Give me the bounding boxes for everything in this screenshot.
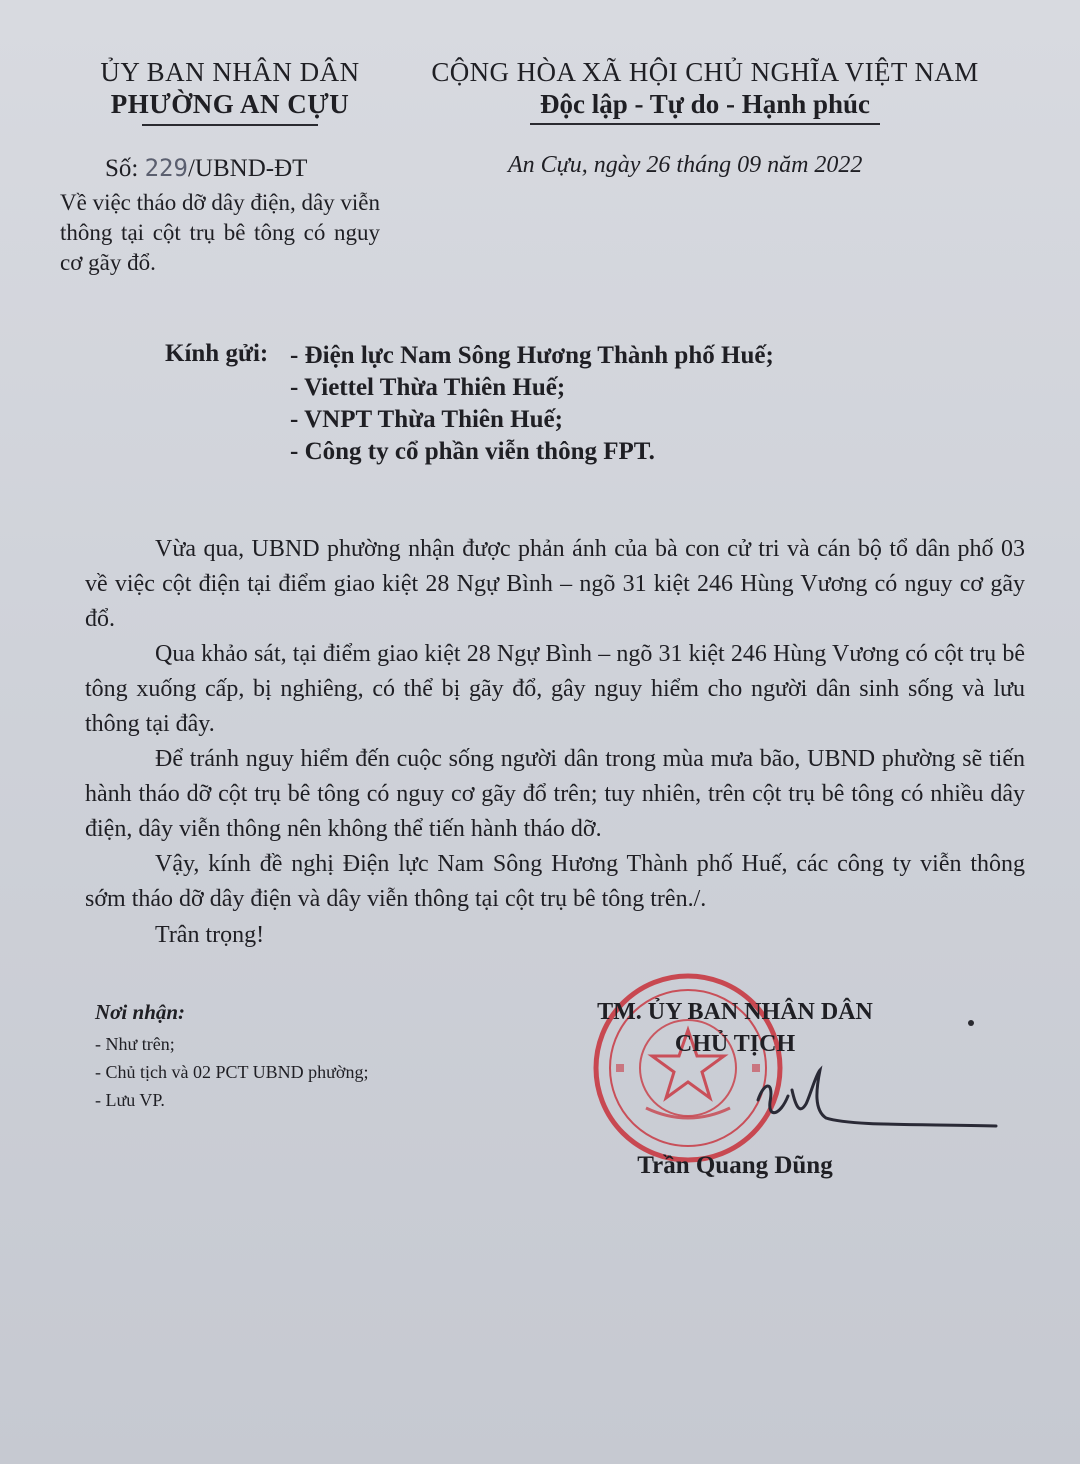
document-body xyxy=(85,532,1025,917)
recipient-list xyxy=(290,340,774,468)
signature-title-line1: TM. ỦY BAN NHÂN DÂN xyxy=(597,999,873,1025)
closing-line: Trân trọng! xyxy=(155,922,265,948)
national-header xyxy=(405,56,1005,125)
document-subject: Về việc tháo dỡ dây điện, dây viễn thông tại cột trụ bê tông có nguy cơ gãy đổ. xyxy=(60,190,381,275)
document-number-value: 229 xyxy=(144,154,188,182)
handwritten-signature-icon xyxy=(740,1060,1000,1140)
signature-title xyxy=(560,996,910,1060)
noi-nhan-item: - Lưu VP. xyxy=(95,1090,165,1110)
recipient-item: - Viettel Thừa Thiên Huế; xyxy=(290,374,566,401)
ink-dot xyxy=(968,1020,974,1026)
recipient-item: - VNPT Thừa Thiên Huế; xyxy=(290,406,563,433)
document-number-prefix: Số: xyxy=(105,155,145,182)
noi-nhan-item: - Như trên; xyxy=(95,1034,175,1054)
document-number xyxy=(105,154,307,183)
authority-line1: ỦY BAN NHÂN DÂN xyxy=(100,57,360,87)
national-motto: Độc lập - Tự do - Hạnh phúc xyxy=(539,89,871,119)
signer-name: Trần Quang Dũng xyxy=(637,1152,833,1179)
recipient-item: - Công ty cổ phần viễn thông FPT. xyxy=(290,438,655,465)
issuing-authority xyxy=(60,56,400,126)
document-number-suffix: /UBND-ĐT xyxy=(187,155,308,182)
authority-underline xyxy=(142,124,318,126)
signature-title-line2: CHỦ TỊCH xyxy=(674,1031,796,1057)
national-title: CỘNG HÒA XÃ HỘI CHỦ NGHĨA VIỆT NAM xyxy=(431,57,979,87)
noi-nhan-list xyxy=(95,1030,368,1114)
body-paragraph: Vừa qua, UBND phường nhận được phản ánh của bà con cử tri và cán bộ tổ dân phố 03 về việc cột điện tại điểm giao kiệt 28 Ngự Bình – ngõ 31 kiệt 246 Hùng Vương có nguy cơ gãy đổ. xyxy=(85,536,1025,632)
place-date: An Cựu, ngày 26 tháng 09 năm 2022 xyxy=(508,152,863,178)
body-paragraph: Để tránh nguy hiểm đến cuộc sống người dân trong mùa mưa bão, UBND phường sẽ tiến hành tháo dỡ cột trụ bê tông có nguy cơ gãy đổ trên; tuy nhiên, trên cột trụ bê tông có nhiều dây điện, dây viễn thông nên không thể tiến hành tháo dỡ. xyxy=(85,746,1025,842)
body-paragraph: Vậy, kính đề nghị Điện lực Nam Sông Hương Thành phố Huế, các công ty viễn thông sớm tháo dỡ dây điện và dây viễn thông tại cột trụ bê tông trên./. xyxy=(85,851,1025,912)
motto-underline xyxy=(530,123,880,125)
noi-nhan-item: - Chủ tịch và 02 PCT UBND phường; xyxy=(95,1062,369,1082)
noi-nhan-title: Nơi nhận: xyxy=(95,1000,186,1024)
authority-line2: PHƯỜNG AN CỰU xyxy=(110,89,350,119)
recipient-item: - Điện lực Nam Sông Hương Thành phố Huế; xyxy=(290,342,774,369)
kinh-gui-label: Kính gửi: xyxy=(165,340,269,367)
body-paragraph: Qua khảo sát, tại điểm giao kiệt 28 Ngự Bình – ngõ 31 kiệt 246 Hùng Vương có cột trụ bê tông xuống cấp, bị nghiêng, có thể bị gãy đổ, gây nguy hiểm cho người dân sinh sống và lưu thông tại đây. xyxy=(85,641,1025,737)
